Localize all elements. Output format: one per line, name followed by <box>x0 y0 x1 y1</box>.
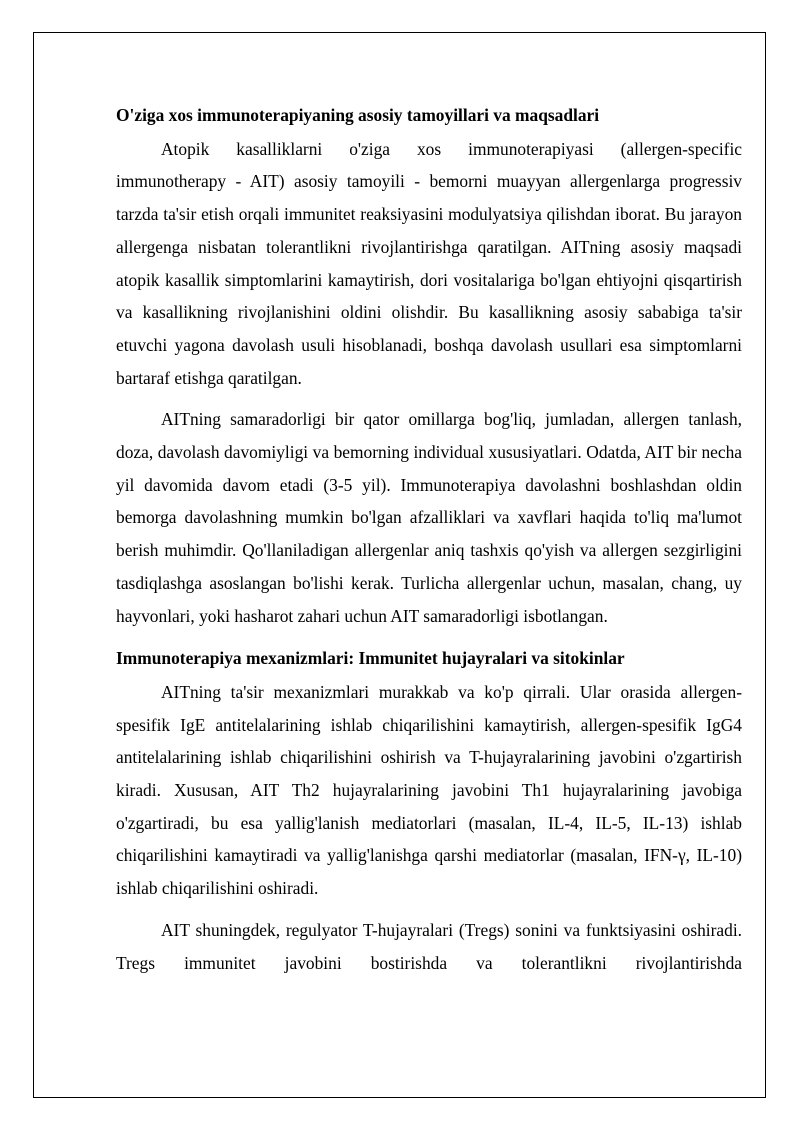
section-heading-principles: O'ziga xos immunoterapiyaning asosiy tamoyillari va maqsadlari <box>116 105 600 125</box>
paragraph: AIT shuningdek, regulyator T-hujayralari (Tregs) sonini va funktsiyasini oshiradi. Tregs immunitet javobini bostirishda va tolerantlikni rivojlantirishda <box>116 919 742 973</box>
document-body <box>116 99 742 988</box>
paragraph: AITning ta'sir mexanizmlari murakkab va ko'p qirrali. Ular orasida allergen-spesifik IgE antitelalarining ishlab chiqarilishini kamaytirish, allergen-spesifik IgG4 antitelalarining ishlab chiqarilishini oshirish va T-hujayralarining javobini o'zgartirish kiradi. Xususan, AIT Th2 hujayralarining javobini Th1 hujayralarining javobiga o'zgartiradi, bu esa yallig'lanish mediatorlari (masalan, IL-4, IL-5, IL-13) ishlab chiqarilishini kamaytiradi va yallig'lanishga qarshi mediatorlar (masalan, IFN-γ, IL-10) ishlab chiqarilishini oshiradi. <box>116 681 742 899</box>
section-heading-mechanisms: Immunoterapiya mexanizmlari: Immunitet hujayralari va sitokinlar <box>116 648 625 669</box>
paragraph: AITning samaradorligi bir qator omillarga bog'liq, jumladan, allergen tanlash, doza, davolash davomiyligi va bemorning individual xususiyatlari. Odatda, AIT bir necha yil davomida davom etadi (3-5 yil). Immunoterapiya davolashni boshlashdan oldin bemorga davolashning mumkin bo'lgan afzalliklari va xavflari haqida to'liq ma'lumot berish muhimdir. Qo'llaniladigan allergenlar aniq tashxis qo'yish va allergen sezgirligini tasdiqlashga asoslangan bo'lishi kerak. Turlicha allergenlar uchun, masalan, chang, uy hayvonlari, yoki hasharot zahari uchun AIT samaradorligi isbotlangan. <box>116 409 742 626</box>
paragraph: Atopik kasalliklarni o'ziga xos immunoterapiyasi (allergen-specific immunotherapy - AIT) asosiy tamoyili - bemorni muayyan allergenlarga progressiv tarzda ta'sir etish orqali immunitet reaksiyasini modulyatsiya qilishdan iborat. Bu jarayon allergenga nisbatan tolerantlikni rivojlantirishga qaratilgan. AITning asosiy maqsadi atopik kasallik simptomlarini kamaytirish, dori vositalariga bo'lgan ehtiyojni qisqartirish va kasallikning rivojlanishini oldini olishdir. Bu kasallikning asosiy sababiga ta'sir etuvchi yagona davolash usuli hisoblanadi, boshqa davolash usullari esa simptomlarni bartaraf etishga qaratilgan. <box>116 138 742 388</box>
